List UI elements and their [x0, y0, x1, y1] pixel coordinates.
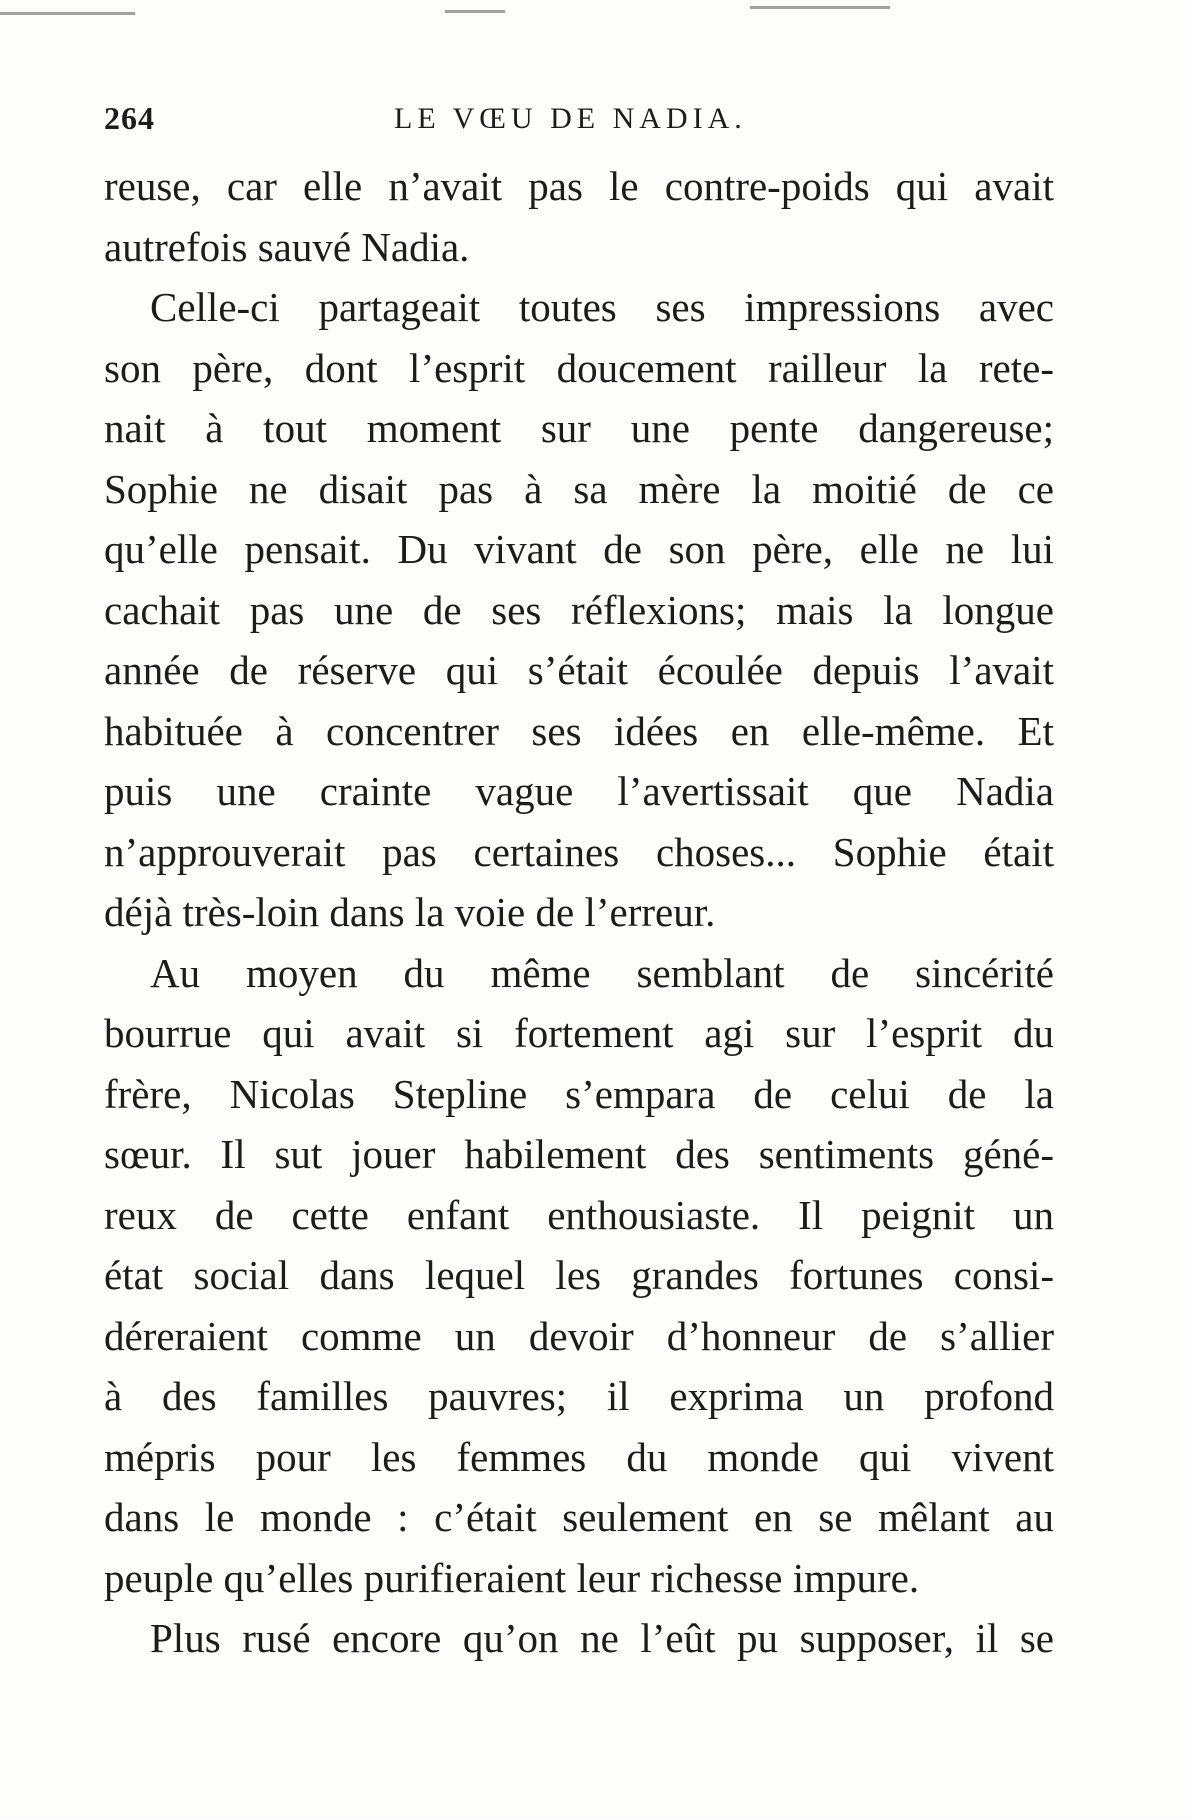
text-line: sœur. Il sut jouer habilement des sentiments géné-: [104, 1131, 1054, 1177]
page-number: 264: [104, 100, 155, 136]
scan-artifact-center: [445, 10, 505, 13]
body-text: [104, 156, 1054, 1669]
text-line: nait à tout moment sur une pente dangereuse;: [104, 405, 1054, 451]
text-line: peuple qu’elles purifieraient leur richesse impure.: [104, 1554, 920, 1601]
text-line: frère, Nicolas Stepline s’empara de celui de la: [104, 1070, 1054, 1117]
text-line: bourrue qui avait si fortement agi sur l’esprit du: [104, 1010, 1054, 1056]
text-line: habituée à concentrer ses idées en elle-même. Et: [104, 707, 1054, 754]
scan-artifact-right: [750, 6, 890, 9]
page-header: [104, 100, 1054, 140]
text-line: reuse, car elle n’avait pas le contre-poids qui avait: [104, 163, 1054, 209]
text-line: n’approuverait pas certaines choses... Sophie était: [104, 828, 1054, 875]
text-line: qu’elle pensait. Du vivant de son père, elle ne lui: [104, 526, 1054, 572]
running-title: LE VŒU DE NADIA.: [394, 102, 747, 135]
text-line: année de réserve qui s’était écoulée depuis l’avait: [104, 647, 1054, 693]
text-line: Celle-ci partageait toutes ses impressions avec: [150, 284, 1054, 330]
text-line: son père, dont l’esprit doucement railleur la rete-: [104, 344, 1054, 391]
text-line: Plus rusé encore qu’on ne l’eût pu supposer, il se: [150, 1615, 1054, 1661]
text-line: dans le monde : c’était seulement en se mêlant au: [104, 1494, 1054, 1540]
scan-artifact-left: [0, 12, 135, 15]
text-line: déjà très-loin dans la voie de l’erreur.: [104, 889, 716, 935]
text-line: Sophie ne disait pas à sa mère la moitié de ce: [104, 465, 1054, 512]
text-line: à des familles pauvres; il exprima un profond: [104, 1373, 1054, 1419]
text-line: déreraient comme un devoir d’honneur de s’allier: [104, 1312, 1054, 1359]
text-line: Au moyen du même semblant de sincérité: [150, 949, 1054, 996]
text-line: cachait pas une de ses réflexions; mais la longue: [104, 586, 1054, 633]
text-line: autrefois sauvé Nadia.: [104, 223, 470, 270]
text-line: reux de cette enfant enthousiaste. Il peignit un: [104, 1191, 1054, 1238]
text-line: mépris pour les femmes du monde qui vivent: [104, 1433, 1054, 1480]
text-line: état social dans lequel les grandes fortunes consi-: [104, 1252, 1054, 1298]
text-line: puis une crainte vague l’avertissait que Nadia: [104, 768, 1054, 814]
